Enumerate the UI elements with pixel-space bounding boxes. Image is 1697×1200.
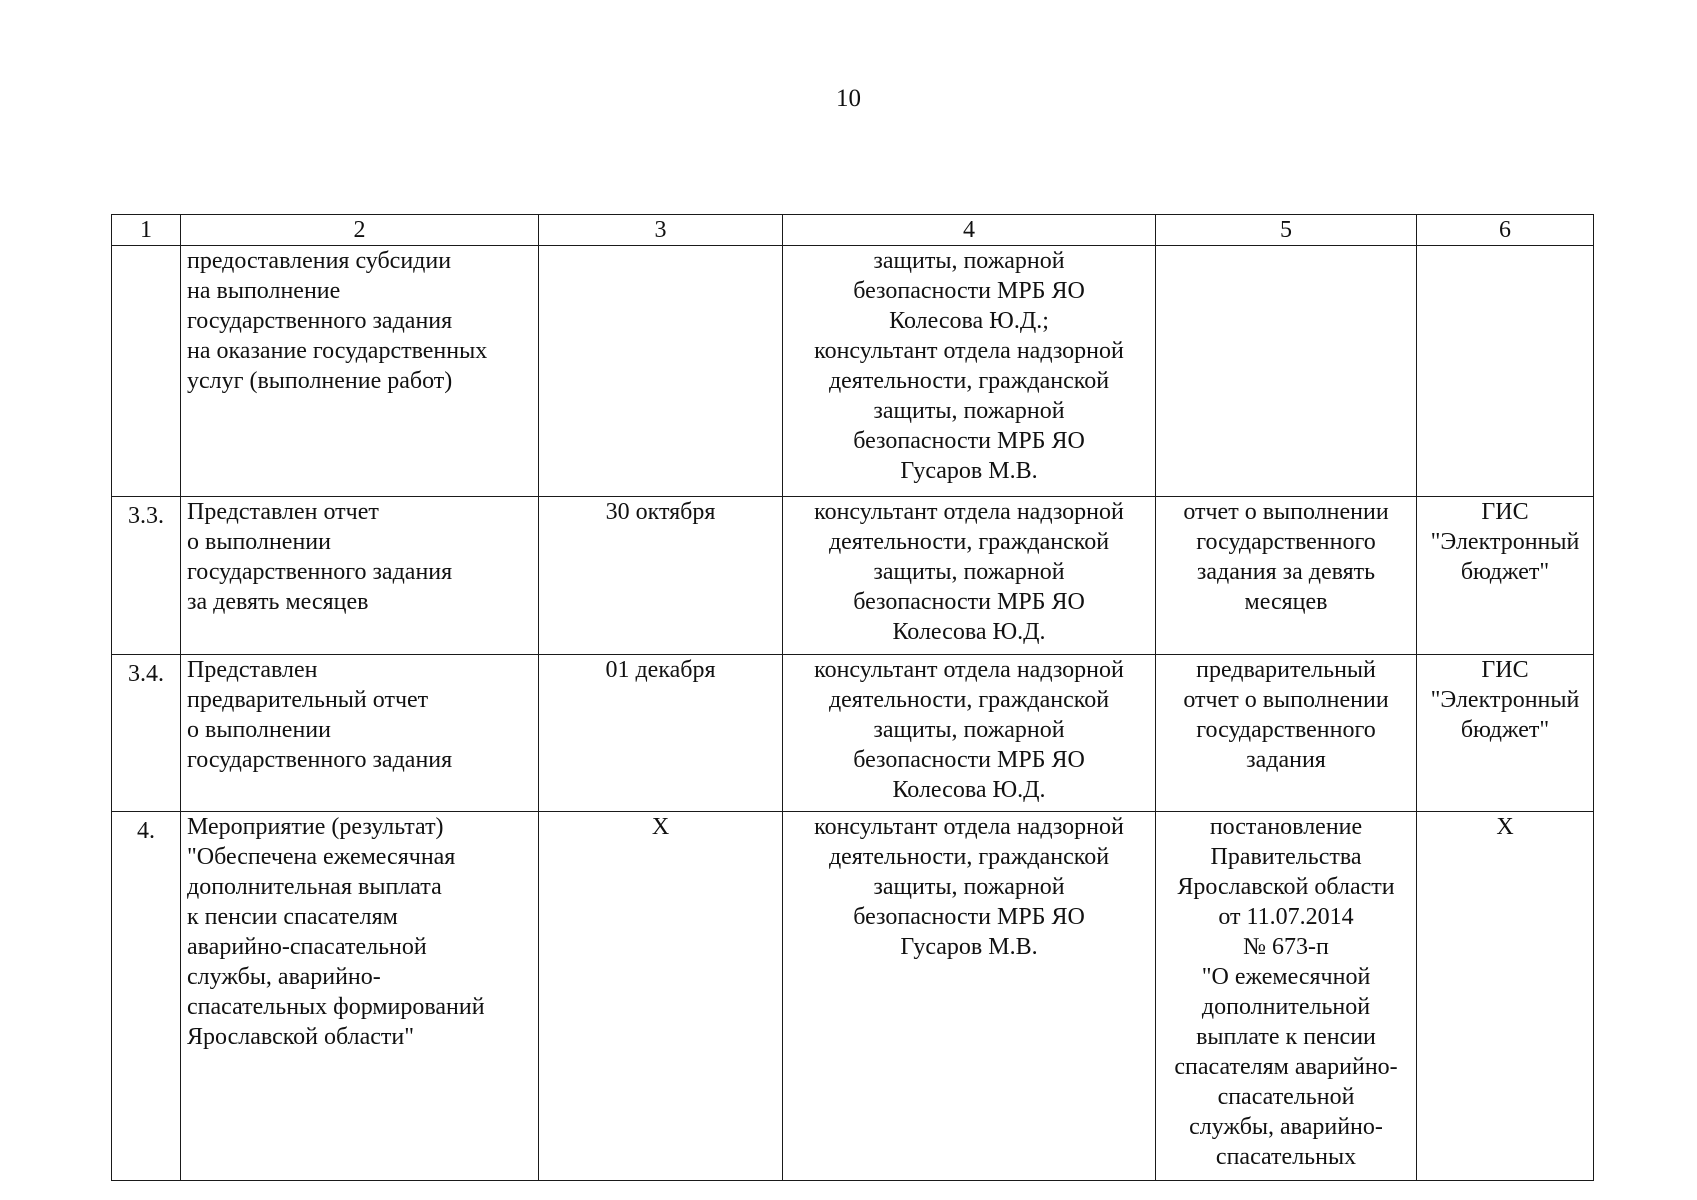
column-header-5: 5 bbox=[1156, 215, 1417, 246]
event-cell: предоставления субсидии на выполнение государственного задания на оказание государственных услуг (выполнение работ) bbox=[181, 246, 539, 497]
column-header-6: 6 bbox=[1417, 215, 1594, 246]
document-cell: предварительный отчет о выполнении государственного задания bbox=[1156, 655, 1417, 812]
column-header-4: 4 bbox=[783, 215, 1156, 246]
table-row bbox=[112, 246, 1594, 497]
table-row bbox=[112, 812, 1594, 1181]
event-cell: Представлен предварительный отчет о выполнении государственного задания bbox=[181, 655, 539, 812]
document-cell: отчет о выполнении государственного задания за девять месяцев bbox=[1156, 497, 1417, 655]
system-cell bbox=[1417, 246, 1594, 497]
responsible-cell: защиты, пожарной безопасности МРБ ЯО Колесова Ю.Д.; консультант отдела надзорной деятельности, гражданской защиты, пожарной безопасности МРБ ЯО Гусаров М.В. bbox=[783, 246, 1156, 497]
column-header-2: 2 bbox=[181, 215, 539, 246]
responsible-cell: консультант отдела надзорной деятельности, гражданской защиты, пожарной безопасности МРБ ЯО Гусаров М.В. bbox=[783, 812, 1156, 1181]
deadline-cell: 01 декабря bbox=[539, 655, 783, 812]
document-cell bbox=[1156, 246, 1417, 497]
row-number bbox=[112, 246, 181, 497]
deadline-cell: 30 октября bbox=[539, 497, 783, 655]
table-row bbox=[112, 497, 1594, 655]
responsible-cell: консультант отдела надзорной деятельности, гражданской защиты, пожарной безопасности МРБ ЯО Колесова Ю.Д. bbox=[783, 497, 1156, 655]
system-cell: Х bbox=[1417, 812, 1594, 1181]
row-number: 3.4. bbox=[112, 655, 181, 812]
event-cell: Представлен отчет о выполнении государственного задания за девять месяцев bbox=[181, 497, 539, 655]
deadline-cell bbox=[539, 246, 783, 497]
document-cell: постановление Правительства Ярославской области от 11.07.2014 № 673-п "О ежемесячной дополнительной выплате к пенсии спасателям аварийно- спасательной службы, аварийно- спасательных bbox=[1156, 812, 1417, 1181]
plan-table bbox=[111, 214, 1594, 1181]
column-header-3: 3 bbox=[539, 215, 783, 246]
responsible-cell: консультант отдела надзорной деятельности, гражданской защиты, пожарной безопасности МРБ ЯО Колесова Ю.Д. bbox=[783, 655, 1156, 812]
table-row bbox=[112, 655, 1594, 812]
deadline-cell: Х bbox=[539, 812, 783, 1181]
row-number: 3.3. bbox=[112, 497, 181, 655]
header-row bbox=[112, 215, 1594, 246]
event-cell: Мероприятие (результат) "Обеспечена ежемесячная дополнительная выплата к пенсии спасателям аварийно-спасательной службы, аварийно- спасательных формирований Ярославской области" bbox=[181, 812, 539, 1181]
system-cell: ГИС "Электронный бюджет" bbox=[1417, 655, 1594, 812]
column-header-1: 1 bbox=[112, 215, 181, 246]
page-number: 10 bbox=[836, 85, 861, 112]
system-cell: ГИС "Электронный бюджет" bbox=[1417, 497, 1594, 655]
row-number: 4. bbox=[112, 812, 181, 1181]
